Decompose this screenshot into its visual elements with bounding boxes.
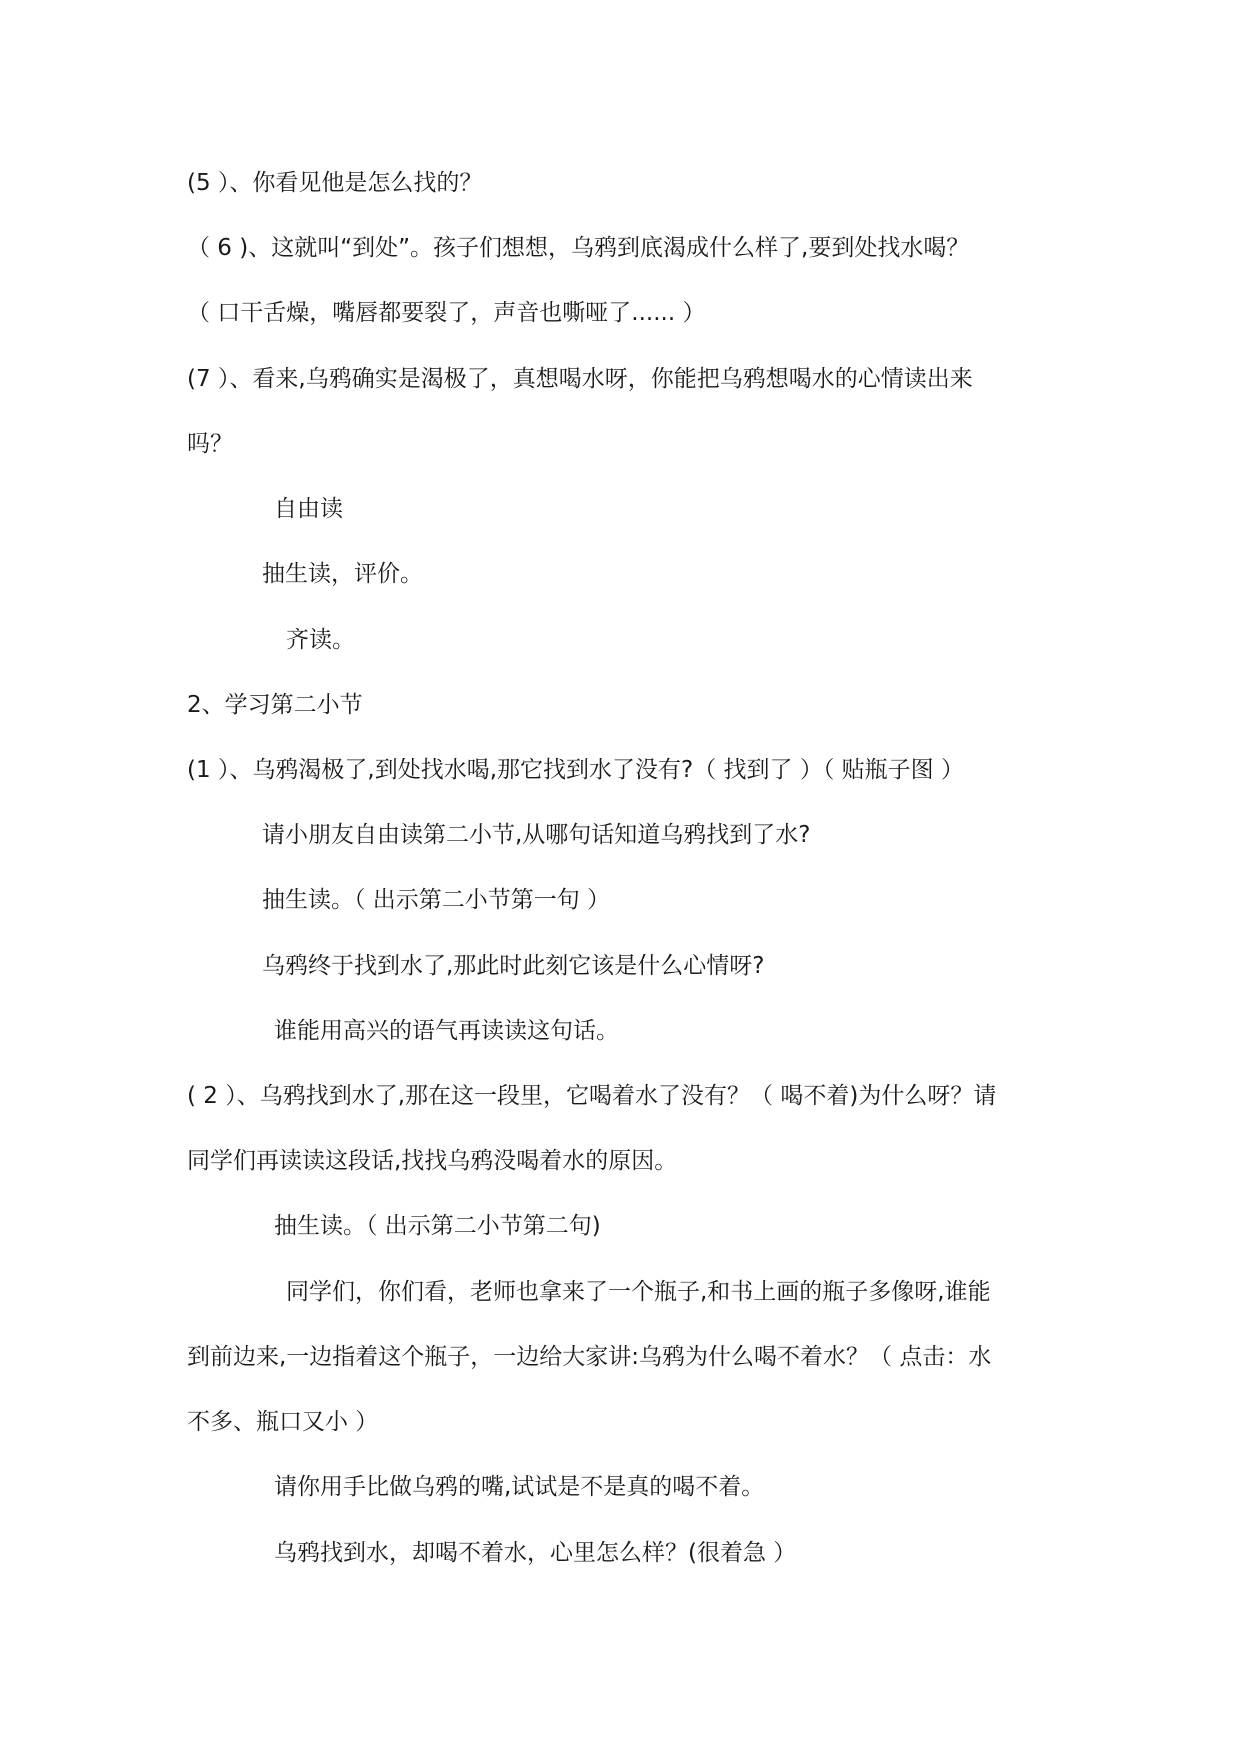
- text-line-13: 乌鸦终于找到水了,那此时此刻它该是什么心情呀?: [262, 953, 765, 979]
- text-line-10: (1 ）、乌鸦渴极了,到处找水喝,那它找到水了没有?（ 找到了 ）（ 贴瓶子图 ）: [187, 757, 964, 783]
- text-line-16: 同学们再读读这段话,找找乌鸦没喝着水的原因。: [187, 1148, 678, 1174]
- text-line-12: 抽生读。（ 出示第二小节第一句 ）: [262, 887, 611, 913]
- text-line-14: 谁能用高兴的语气再读读这句话。: [274, 1018, 619, 1044]
- text-line-22: 乌鸦找到水，却喝不着水，心里怎么样？(很着急 ）: [274, 1540, 797, 1566]
- text-line-21: 请你用手比做乌鸦的嘴,试试是不是真的喝不着。: [274, 1474, 765, 1500]
- text-line-15: ( 2 ）、乌鸦找到水了,那在这一段里，它喝着水了没有？（ 喝不着)为什么呀？请: [187, 1083, 997, 1109]
- text-line-20: 不多、瓶口又小 ）: [187, 1409, 379, 1435]
- text-line-8: 齐读。: [286, 627, 355, 653]
- text-line-5: 吗？: [187, 431, 233, 457]
- text-line-3: （ 口干舌燥，嘴唇都要裂了，声音也嘶哑了...... ）: [187, 300, 706, 326]
- text-line-2: （ 6 )、这就叫“到处”。孩子们想想，乌鸦到底渴成什么样了,要到处找水喝？: [187, 235, 970, 261]
- text-line-1: (5 ）、你看见他是怎么找的？: [187, 170, 483, 196]
- text-line-18: 同学们，你们看，老师也拿来了一个瓶子,和书上画的瓶子多像呀,谁能: [286, 1279, 991, 1305]
- text-line-19: 到前边来,一边指着这个瓶子，一边给大家讲:乌鸦为什么喝不着水？（ 点击：水: [187, 1344, 992, 1370]
- text-line-4: (7 ）、看来,乌鸦确实是渴极了，真想喝水呀，你能把乌鸦想喝水的心情读出来: [187, 366, 973, 392]
- section-heading: 2、学习第二小节: [187, 692, 363, 718]
- text-line-7: 抽生读，评价。: [262, 561, 423, 587]
- text-line-17: 抽生读。（ 出示第二小节第二句): [274, 1213, 601, 1239]
- text-line-11: 请小朋友自由读第二小节,从哪句话知道乌鸦找到了水?: [262, 822, 811, 848]
- text-line-6: 自由读: [274, 496, 343, 522]
